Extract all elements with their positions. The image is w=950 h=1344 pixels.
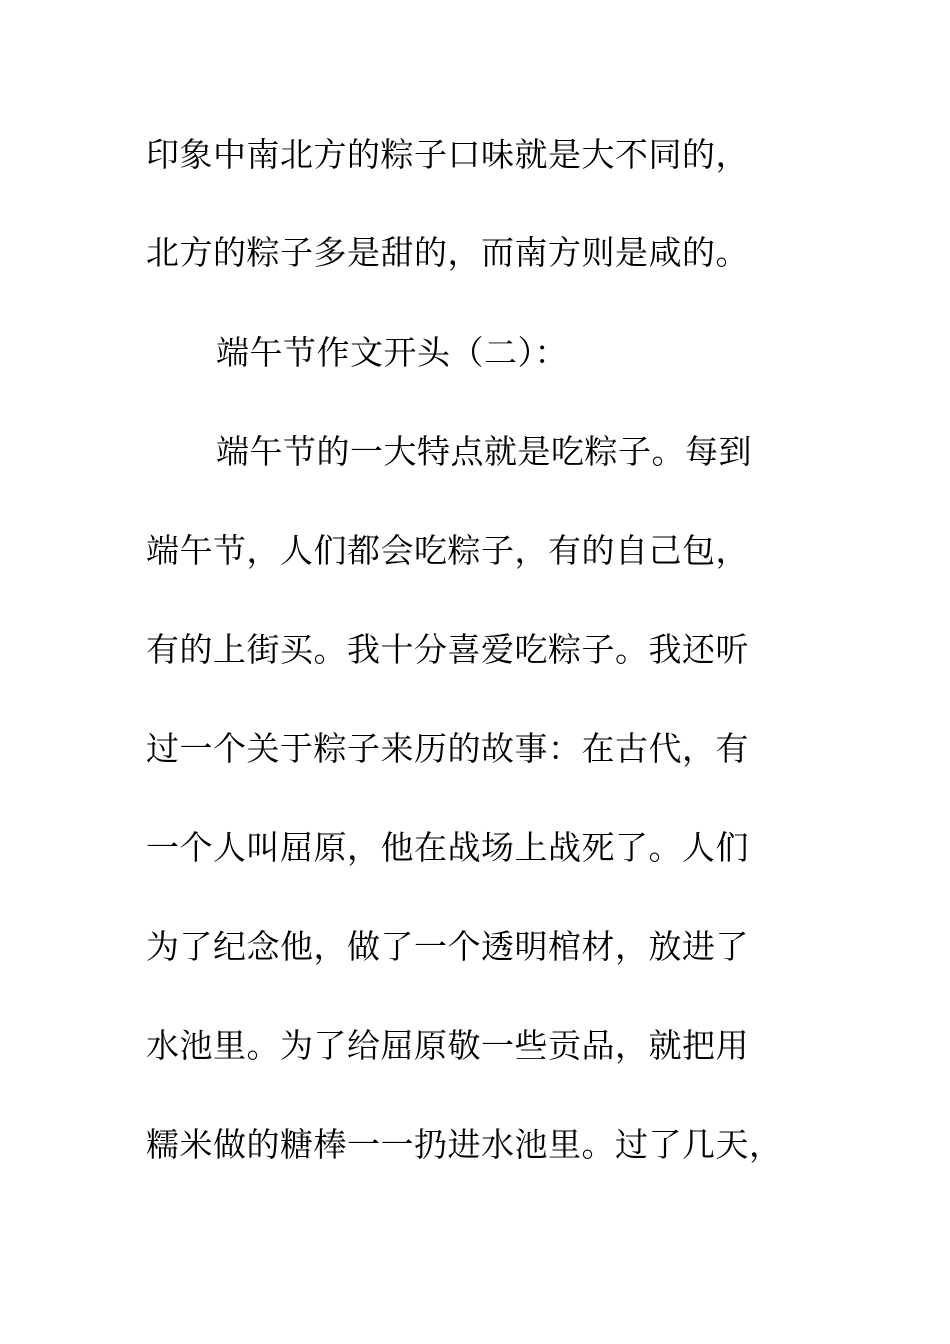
text-line: 为了纪念他，做了一个透明棺材，放进了 <box>146 927 749 966</box>
text-line: 印象中南北方的粽子口味就是大不同的， <box>146 135 749 174</box>
section-heading: 端午节作文开头（二）： <box>216 333 568 372</box>
text-line: 端午节，人们都会吃粽子，有的自己包， <box>146 531 749 570</box>
text-line: 有的上街买。我十分喜爱吃粽子。我还听 <box>146 630 749 669</box>
text-line: 糯米做的糖棒一一扔进水池里。过了几天， <box>146 1125 783 1164</box>
text-line: 过一个关于粽子来历的故事：在古代，有 <box>146 729 749 768</box>
text-line: 水池里。为了给屈原敬一些贡品，就把用 <box>146 1026 749 1065</box>
text-line: 端午节的一大特点就是吃粽子。每到 <box>216 432 752 471</box>
text-line: 北方的粽子多是甜的，而南方则是咸的。 <box>146 233 749 272</box>
text-line: 一个人叫屈原，他在战场上战死了。人们 <box>146 828 749 867</box>
